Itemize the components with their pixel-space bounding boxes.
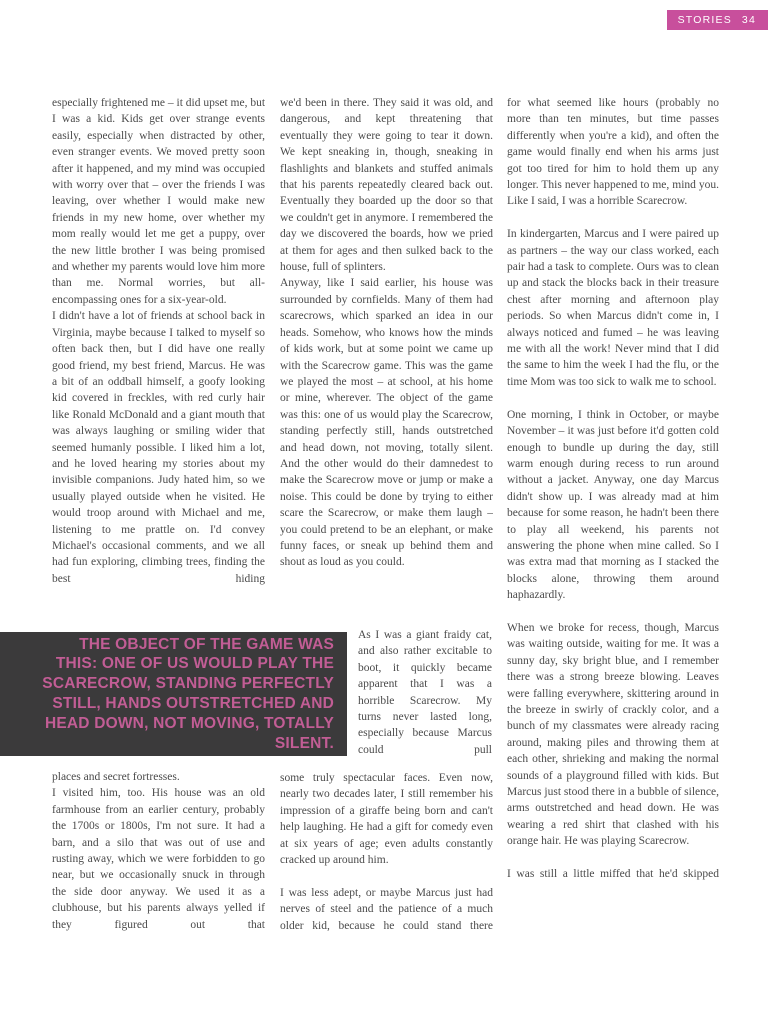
column-2-bottom	[280, 770, 493, 939]
section-label: STORIES	[677, 14, 732, 26]
column-1-bottom	[52, 769, 265, 939]
paragraph: When we broke for recess, though, Marcus was waiting outside, waiting for me. It was a sunny day, sky bright blue, and I remember there was a strong breeze blowing. Leaves were falling everywhere, skittering around in the breeze in swirly of crackly color, and a bunch of my classmates were already racing around, making piles and throwing them at each other, shrieking and making the normal sounds of a playground filled with kids. But Marcus just stood there in a bubble of silence, arms outstretched and head down. He was wearing a red shirt that clashed with his orange hair. He was playing Scarecrow.	[507, 621, 719, 848]
paragraph: I was still a little miffed that he'd skipped	[507, 868, 719, 881]
paragraph: In kindergarten, Marcus and I were paired up as partners – the way our class worked, each pair had a task to complete. Ours was to clean up and stack the blocks back in their treasure chest after morning and afternoon play periods. So when Marcus didn't come in, I always noticed and fumed – he was leaving me with all the work! Never mind that I did the same to him the week I had the flu, or the time Mom was too sick to walk me to school.	[507, 228, 719, 388]
paragraph: for what seemed like hours (probably no more than ten minutes, but time passes differently when you're a kid), and often the game would finally end when his arms just got too tired for him to hold them up any longer. This never happened to me, mind you. Like I said, I was a horrible Scarecrow.	[507, 97, 719, 208]
paragraph: I visited him, too. His house was an old farmhouse from an earlier century, probably the 1700s or 1800s, I'm not sure. It had a barn, and a silo that was out of use and rusting away, which we were forbidden to go near, but we occasionally snuck in through the side door anyway. We used it as a clubhouse, but his parents always yelled if they figured out that	[52, 787, 265, 931]
page-number: 34	[741, 14, 756, 26]
column-2-wrap-beside-pullquote	[358, 627, 492, 770]
paragraph: especially frightened me – it did upset me, but I was a kid. Kids get over strange events easily, especially when distracted by other, even stranger events. We moved pretty soon after it happened, and my mind was occupied with worry over that – over the friends I was leaving, over whether I would make new friends in my new home, over whether my mom really would let me get a puppy, over the new little brother I was being promised and whether my parents would love him more than me. Normal worries, but all-encompassing ones for a six-year-old.	[52, 97, 265, 306]
paragraph: I was less adept, or maybe Marcus just had nerves of steel and the patience of a much older kid, because he could stand there	[280, 886, 493, 932]
section-tag	[667, 10, 768, 30]
paragraph: As I was a giant fraidy cat, and also rather excitable to boot, it quickly became apparent that I was a horrible Scarecrow. My turns never lasted long, especially because Marcus could pull	[358, 629, 492, 756]
paragraph: I didn't have a lot of friends at school back in Virginia, maybe because I talked to myself so often back then, but I did have one really good friend, my best friend, Marcus. He was a bit of an oddball himself, a goofy looking kid covered in freckles, with red curly hair like Ronald McDonald and a giant mouth that was always laughing or smiling wider that seemed humanly possible. I liked him a lot, and he loved hearing my stories about my invisible companions. Judy hated him, so we usually played outside when he visited. He would troop around with Michael and me, listening to me prattle on. I'd convey Michael's occasional comments, and we all had fun exploring, climbing trees, finding the best hiding	[52, 310, 265, 585]
paragraph: some truly spectacular faces. Even now, nearly two decades later, I still remember his impression of a giraffe being born and can't help laughing. He had a gift for comedy even at six years of age; even adults constantly cracked up around him.	[280, 772, 493, 867]
paragraph: places and secret fortresses.	[52, 771, 180, 783]
column-2-top	[280, 95, 493, 625]
paragraph: Anyway, like I said earlier, his house was surrounded by cornfields. Many of them had scarecrows, which sparked an idea in our heads. Somehow, who knows how the minds of kids work, but at some point we came up with the Scarecrow game. This was the game we played the most – at school, at his home or mine, wherever. The object of the game was this: one of us would play the Scarecrow, standing perfectly still, hands outstretched and head down, not moving, totally silent. And the other would do their damnedest to make the Scarecrow move or jump or make a noise. This could be done by trying to either scare the Scarecrow, or make them laugh – you could pretend to be an elephant, or make funny faces, or sneak up behind them and shout as loud as you could.	[280, 277, 493, 569]
column-3	[507, 95, 719, 939]
column-1-top	[52, 95, 265, 632]
paragraph: One morning, I think in October, or maybe November – it was just before it'd gotten cold enough to bundle up during the day, still warm enough during recess to run around without a jacket. Anyway, one day Marcus didn't show up. I was already mad at him because for some reason, he hadn't been there to play all weekend, his parents not answering the phone when mine called. So I was extra mad that morning as I stacked the blocks alone, throwing them around haphazardly.	[507, 408, 719, 602]
paragraph: we'd been in there. They said it was old, and dangerous, and kept threatening that eventually they were going to tear it down. We kept sneaking in, though, sneaking in flashlights and blankets and stuffed animals that his parents repeatedly cleared back out. Eventually they boarded up the door so that we couldn't get in anymore. I remembered the day we discovered the boards, how we pried at them for ages and then sulked back to the house, full of splinters.	[280, 97, 493, 274]
pullquote-box	[0, 632, 347, 756]
pullquote-text: THE OBJECT OF THE GAME WAS THIS: ONE OF US WOULD PLAY THE SCARECROW, STANDING PERFECTLY STILL, HANDS OUTSTRETCHED AND HEAD DOWN, NOT MOVING, TOTALLY SILENT.	[42, 635, 334, 752]
